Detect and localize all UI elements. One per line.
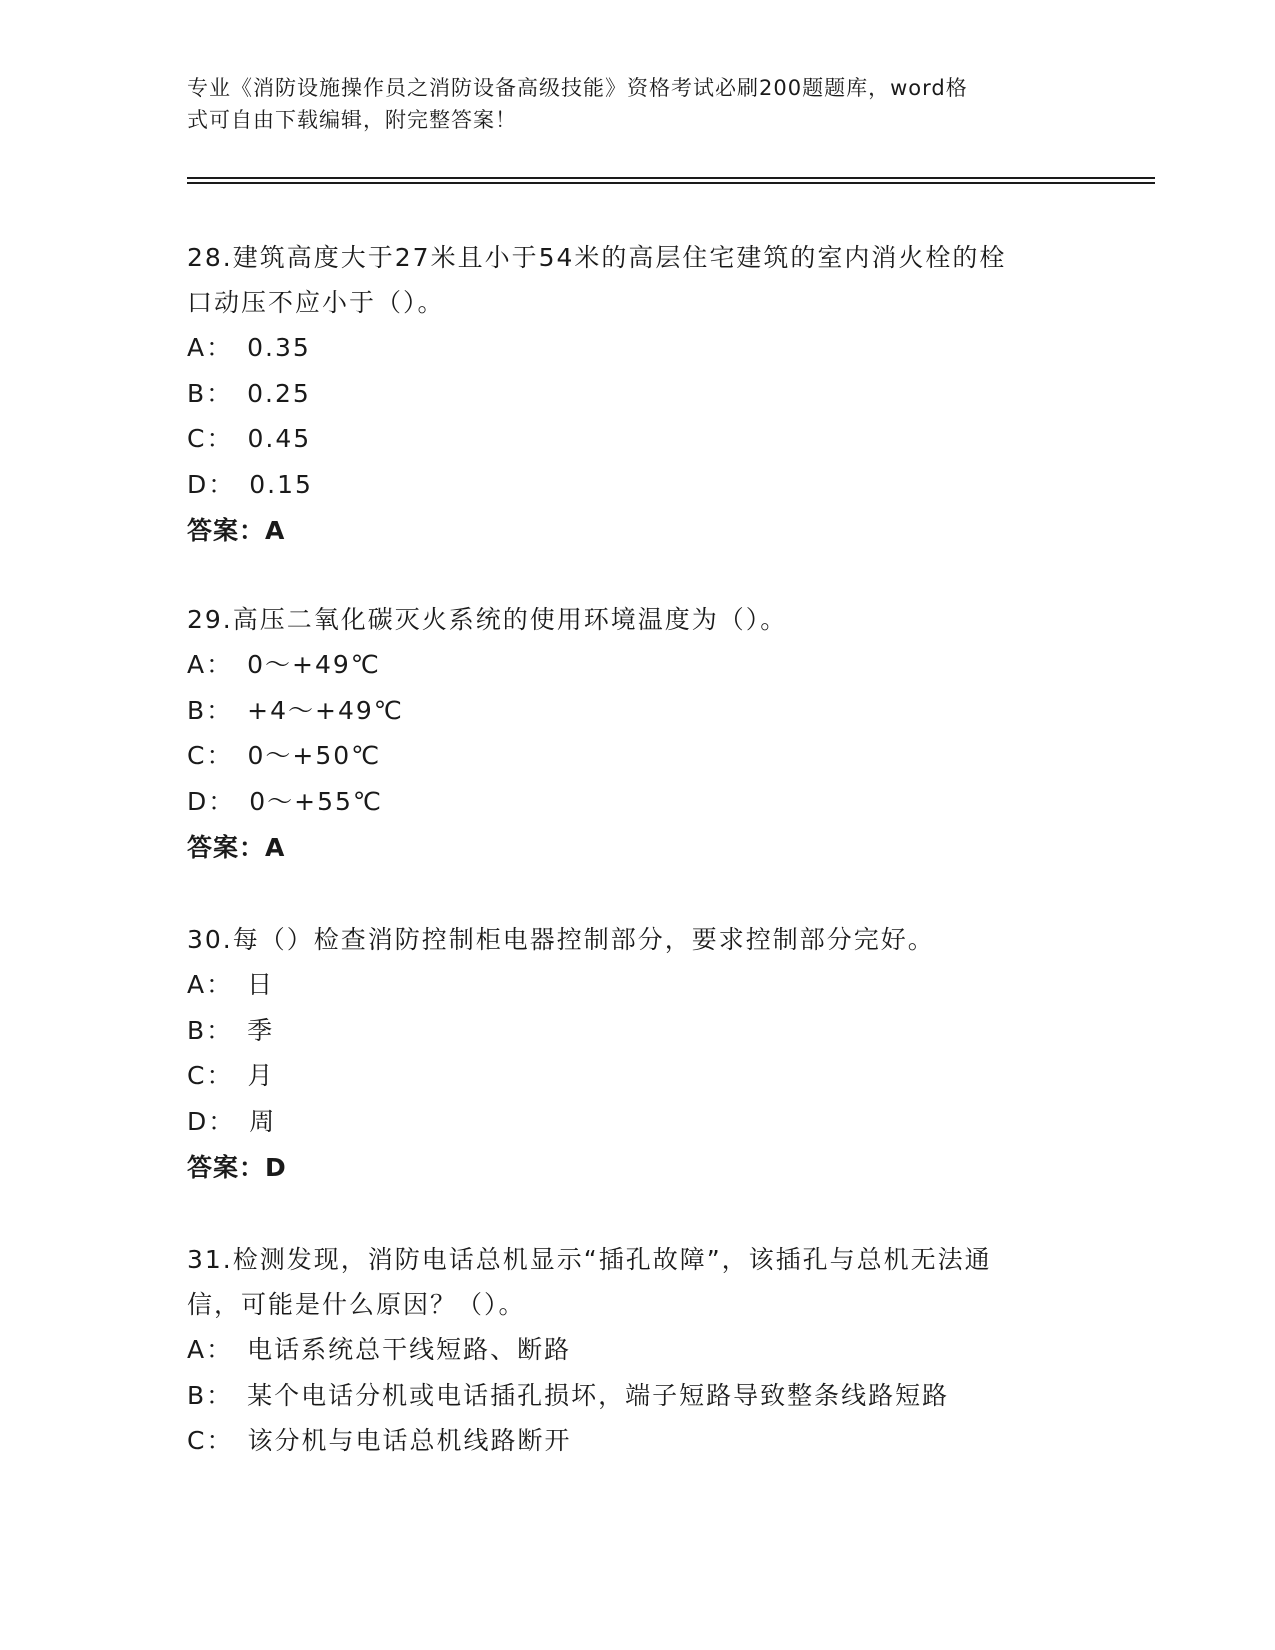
stem-line: 29.高压二氧化碳灭火系统的使用环境温度为（）。 [187, 605, 788, 634]
answer-line: 答案：A [187, 516, 286, 545]
question-stem [187, 235, 1087, 325]
option-text: 0.25 [247, 378, 311, 408]
question-stem [187, 1237, 1087, 1327]
header-line-2: 式可自由下载编辑，附完整答案！ [187, 108, 517, 132]
option-label: A： [187, 1335, 234, 1364]
option-text: 0.45 [247, 424, 312, 453]
option-label: D： [187, 1106, 236, 1136]
question-stem [187, 597, 1087, 642]
option-a [187, 962, 1087, 1008]
option-text: +4～+49℃ [247, 695, 404, 725]
option-text: 季 [247, 1015, 275, 1045]
option-label: B： [187, 1380, 234, 1410]
option-label: A： [187, 333, 234, 362]
question-stem [187, 917, 1087, 962]
document-header [187, 72, 1067, 136]
option-text: 0～+55℃ [249, 786, 384, 816]
option-text: 0.35 [247, 333, 311, 362]
option-c [187, 1418, 1087, 1464]
option-label: A： [187, 650, 234, 679]
option-label: C： [187, 1061, 234, 1090]
option-a [187, 325, 1087, 371]
option-text: 0～+50℃ [247, 741, 382, 770]
option-text: 某个电话分机或电话插孔损坏，端子短路导致整条线路短路 [247, 1380, 950, 1410]
question-31 [187, 1237, 1087, 1464]
option-label: C： [187, 424, 234, 453]
question-29 [187, 597, 1087, 872]
stem-line: 30.每（）检查消防控制柜电器控制部分，要求控制部分完好。 [187, 925, 935, 954]
option-text: 该分机与电话总机线路断开 [247, 1426, 572, 1455]
option-b [187, 688, 1087, 734]
option-label: B： [187, 1015, 234, 1045]
option-label: A： [187, 970, 234, 999]
option-label: C： [187, 1426, 234, 1455]
option-text: 日 [247, 970, 275, 999]
option-d [187, 462, 1087, 508]
answer-line: 答案：D [187, 1153, 287, 1182]
header-line-1: 专业《消防设施操作员之消防设备高级技能》资格考试必刷200题题库，word格 [187, 76, 968, 100]
option-b [187, 1008, 1087, 1054]
stem-line: 口动压不应小于（）。 [187, 288, 445, 317]
answer-line: 答案：A [187, 833, 286, 862]
option-text: 0～+49℃ [247, 650, 381, 679]
option-text: 月 [247, 1061, 275, 1090]
option-a [187, 642, 1087, 688]
option-text: 电话系统总干线短路、断路 [247, 1335, 572, 1364]
option-c [187, 416, 1087, 462]
header-divider-top [187, 177, 1155, 179]
option-text: 周 [249, 1106, 277, 1136]
stem-line: 信，可能是什么原因？（）。 [187, 1290, 526, 1319]
option-b [187, 371, 1087, 417]
option-label: D： [187, 786, 236, 816]
option-c [187, 733, 1087, 779]
option-text: 0.15 [249, 469, 313, 499]
option-c [187, 1053, 1087, 1099]
stem-line: 28.建筑高度大于27米且小于54米的高层住宅建筑的室内消火栓的栓 [187, 243, 1007, 272]
option-d [187, 1099, 1087, 1145]
question-30 [187, 917, 1087, 1192]
option-label: C： [187, 741, 234, 770]
option-label: B： [187, 695, 234, 725]
option-label: D： [187, 469, 236, 499]
option-label: B： [187, 378, 234, 408]
option-a [187, 1327, 1087, 1373]
question-28 [187, 235, 1087, 555]
header-divider-bottom [187, 182, 1155, 184]
option-b [187, 1373, 1087, 1419]
stem-line: 31.检测发现，消防电话总机显示“插孔故障”，该插孔与总机无法通 [187, 1245, 992, 1274]
option-d [187, 779, 1087, 825]
